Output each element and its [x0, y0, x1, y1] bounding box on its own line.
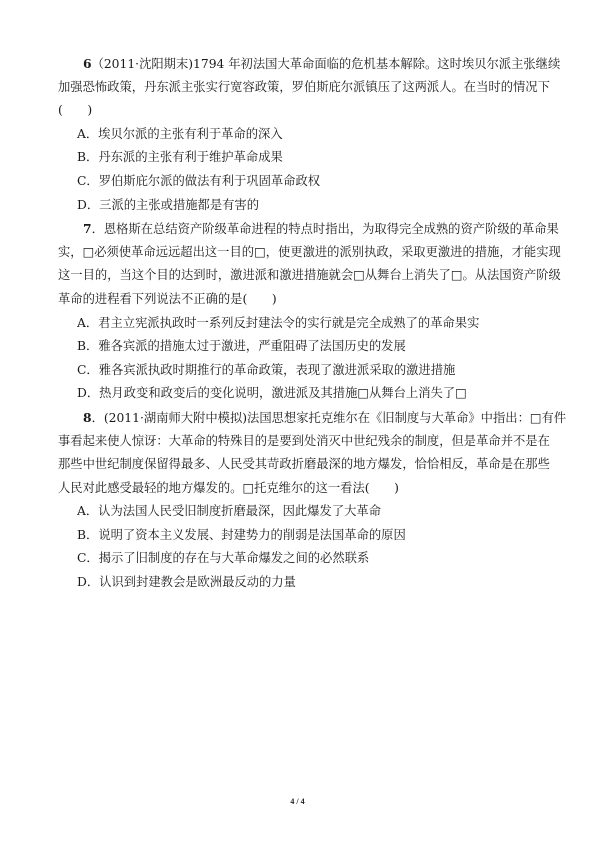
question-8-option-b: B．说明了资本主义发展、封建势力的削弱是法国革命的原因 — [77, 527, 406, 542]
question-6-number: 6 — [83, 56, 92, 71]
question-6-stem-line-3: ( ) — [58, 103, 93, 118]
question-6-option-a: A．埃贝尔派的主张有利于革命的深入 — [77, 126, 283, 141]
question-7-stem-line-2: 实，□必须使革命远远超出这一目的□，使更激进的派别执政，采取更激进的措施，才能实现 — [58, 244, 561, 259]
question-8-stem-line-4: 人民对此感受最轻的地方爆发的。□托克维尔的这一看法( ) — [58, 480, 399, 495]
question-8-option-a: A．认为法国人民受旧制度折磨最深，因此爆发了大革命 — [77, 504, 382, 519]
question-8-number: 8 — [83, 409, 92, 425]
question-7-number: 7 — [83, 221, 92, 237]
question-7-option-a: A．君主立宪派执政时一系列反封建法令的实行就是完全成熟了的革命果实 — [77, 315, 480, 330]
page-number: 4 / 4 — [290, 797, 305, 806]
question-7 — [58, 217, 561, 406]
question-6-stem-line-2: 加强恐怖政策，丹东派主张实行宽容政策，罗伯斯庇尔派镇压了这两派人。在当时的情况下 — [58, 79, 550, 94]
question-6 — [58, 52, 561, 217]
question-7-stem-line-4: 革命的进程看下列说法不正确的是( ) — [58, 291, 277, 306]
question-8-option-d: D．认识到封建教会是欧洲最反动的力量 — [77, 575, 296, 590]
question-8 — [58, 406, 567, 595]
question-6-stem-line-1: 6（2011·沈阳期末)1794 年初法国大革命面临的危机基本解除。这时埃贝尔派主张继续 — [83, 56, 561, 71]
question-8-stem-line-3: 那些中世纪制度保留得最多、人民受其苛政折磨最深的地方爆发，恰恰相反，革命是在那些 — [58, 457, 550, 472]
question-8-stem-line-1: 8．(2011·湖南师大附中模拟)法国思想家托克维尔在《旧制度与大革命》中指出：□有件 — [83, 409, 567, 425]
question-6-option-b: B．丹东派的主张有利于维护革命成果 — [77, 150, 283, 165]
question-6-option-c: C．罗伯斯庇尔派的做法有利于巩固革命政权 — [77, 173, 321, 188]
question-8-option-c: C．揭示了旧制度的存在与大革命爆发之间的必然联系 — [77, 551, 370, 566]
question-8-stem-line-2: 事看起来使人惊讶：大革命的特殊目的是要到处消灭中世纪残余的制度，但是革命并不是在 — [58, 433, 550, 448]
question-6-option-d: D．三派的主张或措施都是有害的 — [77, 197, 260, 212]
question-7-option-c: C．雅各宾派执政时期推行的革命政策，表现了激进派采取的激进措施 — [77, 362, 456, 377]
question-7-stem-line-3: 这一目的，当这个目的达到时，激进派和激进措施就会□从舞台上消失了□。从法国资产阶级 — [58, 268, 561, 283]
question-7-stem-line-1: 7．恩格斯在总结资产阶级革命进程的特点时指出，为取得完全成熟的资产阶级的革命果 — [83, 221, 559, 237]
question-7-option-b: B．雅各宾派的措施太过于激进，严重阻碍了法国历史的发展 — [77, 339, 406, 354]
question-list — [58, 52, 567, 595]
question-7-option-d: D．热月政变和政变后的变化说明，激进派及其措施□从舞台上消失了□ — [77, 386, 467, 401]
